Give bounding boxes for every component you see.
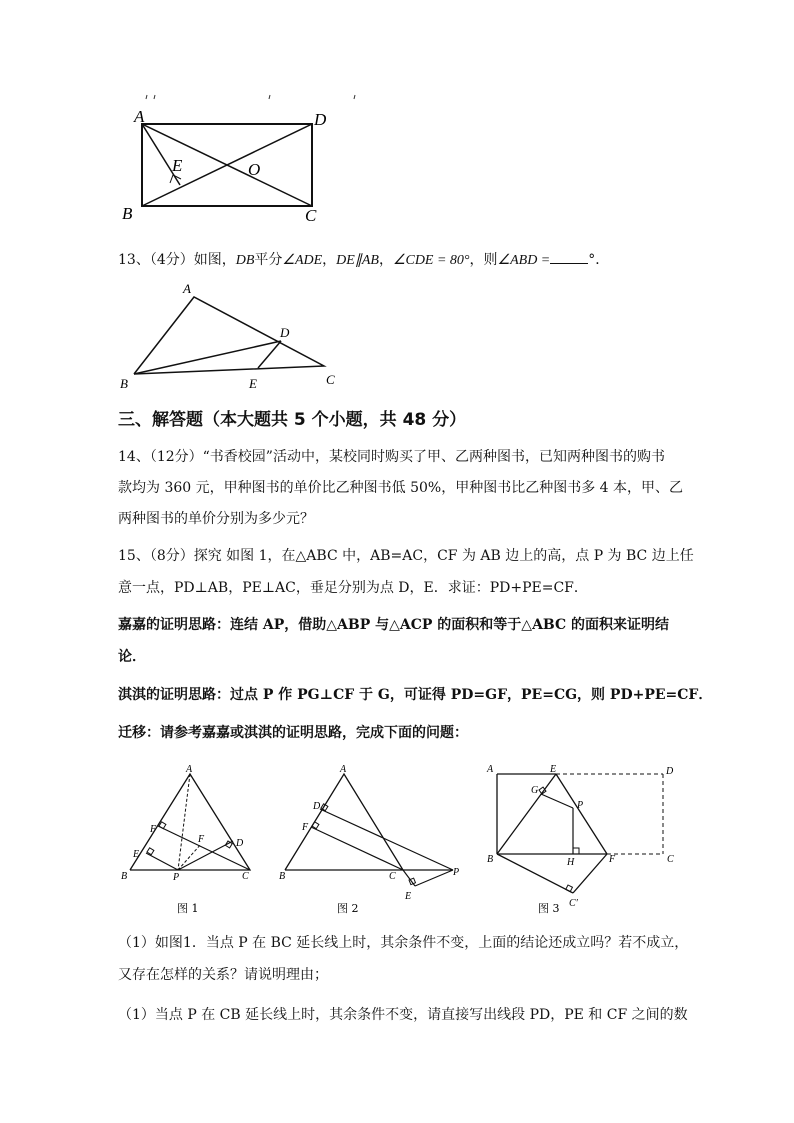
q13-suffix: °． xyxy=(588,252,610,268)
sub-question-2-line-1: （1）当点 P 在 CB 延长线上时，其余条件不变，请直接写出线段 PD，PE 和 CF 之间的数 xyxy=(118,1007,688,1023)
segment-be xyxy=(497,774,556,854)
section-heading: 三、解答题（本大题共 5 个小题，共 48 分） xyxy=(118,410,467,430)
qiqi-idea: 淇淇的证明思路：过点 P 作 PG⊥CF 于 G，可证得 PD=GF，PE=CG，则 PD+PE=CF． xyxy=(118,687,713,703)
label-a: A xyxy=(487,764,494,775)
caption-fig-2: 图 2 xyxy=(337,902,359,915)
label-e: E xyxy=(172,156,183,175)
label-c: C xyxy=(326,372,335,387)
label-a: A xyxy=(183,281,191,296)
segment-pd xyxy=(320,809,453,870)
label-d: D xyxy=(280,325,290,340)
label-a: A xyxy=(186,764,193,775)
caption-fig-1: 图 1 xyxy=(177,902,199,915)
figure-q13-triangle xyxy=(116,280,346,395)
q13-de-parallel-ab: DE∥AB xyxy=(336,253,379,268)
right-angle-h xyxy=(573,848,579,854)
segment-ef xyxy=(556,774,607,854)
label-d: D xyxy=(314,110,327,129)
q13-db: DB xyxy=(235,253,255,268)
label-d: D xyxy=(236,838,244,849)
label-g: G xyxy=(531,785,539,796)
label-c: C xyxy=(389,871,396,882)
segment-pd xyxy=(146,853,178,870)
label-f: F xyxy=(302,822,309,833)
q14-line-1: 14、（12分）“书香校园”活动中，某校同时购买了甲、乙两种图书，已知两种图书的购书 xyxy=(118,449,665,465)
figure-3 xyxy=(483,760,683,920)
q15-line-2: 意一点，PD⊥AB，PE⊥AC，垂足分别为点 D，E．求证：PD+PE=CF． xyxy=(118,580,588,596)
label-o: O xyxy=(248,160,261,179)
q13-prefix: 13、（4分）如图， xyxy=(118,252,236,268)
label-c: C xyxy=(305,206,317,225)
q14-line-3: 两种图书的单价分别为多少元？ xyxy=(118,511,314,527)
q13-text-1: 平分 xyxy=(254,252,283,268)
segment-c-prime-f xyxy=(573,854,607,893)
segment-bc-prime xyxy=(497,854,573,893)
sub-question-1-line-2: 又存在怎样的关系？请说明理由； xyxy=(118,967,328,983)
q13-text-3: ， xyxy=(378,252,393,268)
label-e: E xyxy=(550,764,557,775)
label-c-prime: C′ xyxy=(569,898,578,909)
q13-angle-cde: ∠CDE = 80° xyxy=(392,253,470,268)
figure-1 xyxy=(118,762,268,920)
label-f-left: F xyxy=(150,824,157,835)
label-d: D xyxy=(313,801,321,812)
label-b: B xyxy=(487,854,494,865)
q13-text-2: ， xyxy=(322,252,337,268)
label-e: E xyxy=(405,891,412,902)
stray-marks xyxy=(146,95,355,99)
label-h: H xyxy=(567,857,575,868)
label-p: P xyxy=(173,872,180,883)
label-c: C xyxy=(242,871,249,882)
q13-text-4: ，则 xyxy=(469,252,498,268)
segment-pe xyxy=(415,870,453,886)
q13-angle-abd: ∠ABD = xyxy=(497,253,551,268)
jiajia-idea-line-2: 论． xyxy=(118,649,146,665)
sub-question-1-line-1: （1）如图1．当点 P 在 BC 延长线上时，其余条件不变，上面的结论还成立吗？若不成立， xyxy=(118,935,689,951)
question-13 xyxy=(118,249,609,271)
caption-fig-3: 图 3 xyxy=(538,902,560,915)
q13-angle-ade: ∠ADE xyxy=(282,253,323,268)
label-b: B xyxy=(122,204,133,223)
right-angle-c-prime xyxy=(566,885,573,892)
jiajia-idea-line-1: 嘉嘉的证明思路：连结 AP，借助△ABP 与△ACP 的面积和等于△ABC 的面积来证明结 xyxy=(118,617,670,633)
q14-line-2: 款均为 360 元，甲种图书的单价比乙种图书低 50%，甲种图书比乙种图书多 4 本，甲、乙 xyxy=(118,480,683,496)
label-e: E xyxy=(249,376,257,391)
transfer-instruction: 迁移：请参考嘉嘉或淇淇的证明思路，完成下面的问题： xyxy=(118,725,468,741)
triangle-abc xyxy=(130,774,250,870)
dashed-pf xyxy=(178,844,201,870)
label-a: A xyxy=(134,107,145,126)
label-p: P xyxy=(453,867,460,878)
figure-2 xyxy=(275,762,465,920)
label-b: B xyxy=(120,376,128,391)
label-b: B xyxy=(279,871,286,882)
dashed-ap xyxy=(178,774,190,870)
label-p: P xyxy=(577,800,584,811)
label-d: D xyxy=(666,766,674,777)
label-c: C xyxy=(667,854,674,865)
q15-line-1: 15、（8分）探究 如图 1，在△ABC 中，AB=AC，CF 为 AB 边上的高，点 P 为 BC 边上任 xyxy=(118,548,694,564)
answer-blank[interactable] xyxy=(550,249,588,264)
label-e: E xyxy=(133,849,140,860)
triangle-abc xyxy=(134,297,324,374)
label-a: A xyxy=(340,764,347,775)
label-f-inner: F xyxy=(198,834,205,845)
figure-rectangle-abcd xyxy=(118,85,358,230)
segment-pg xyxy=(541,794,573,808)
label-f: F xyxy=(609,854,616,865)
label-b: B xyxy=(121,871,128,882)
